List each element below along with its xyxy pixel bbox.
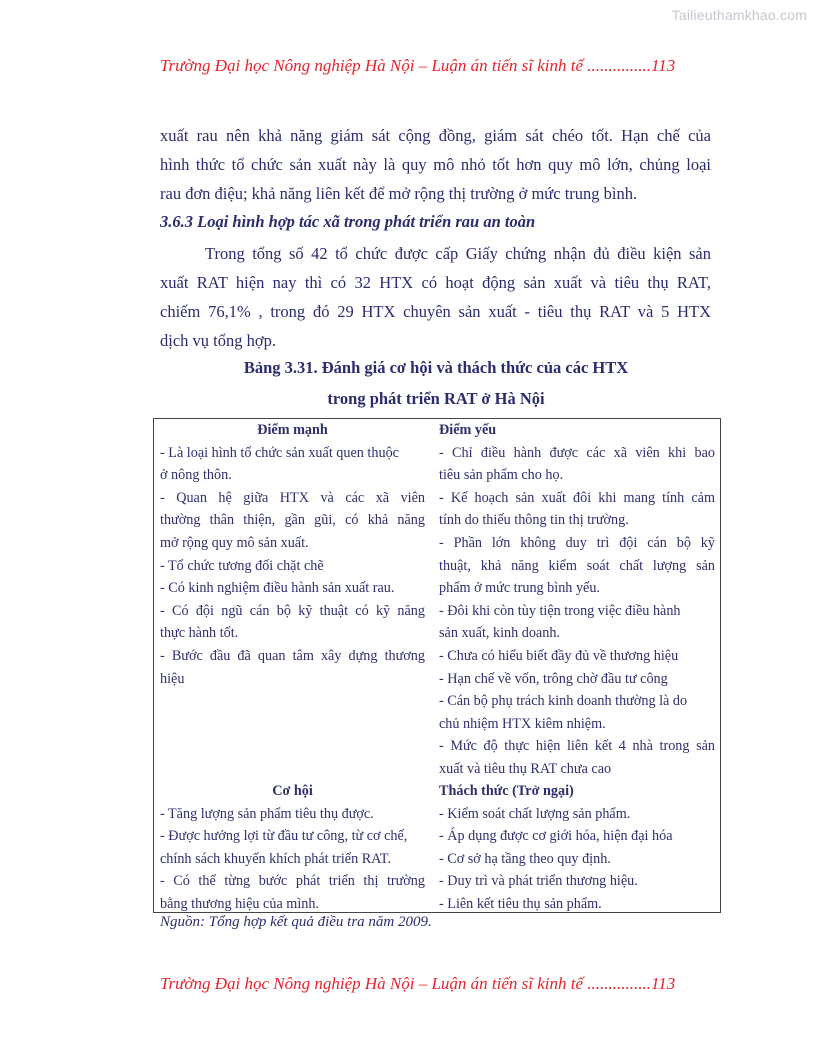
weakness-line: tiêu sản phẩm cho họ. [439, 467, 564, 484]
opportunities-header: Cơ hội [272, 783, 313, 799]
weaknesses-header: Điểm yếu [439, 422, 497, 438]
weakness-line: xuất và tiêu thụ RAT chưa cao [439, 760, 612, 777]
weakness-line: chủ nhiệm HTX kiêm nhiệm. [439, 715, 606, 732]
weakness-line: - Đôi khi còn tùy tiện trong việc điều hành [439, 602, 681, 619]
weakness-line: - Chưa có hiểu biết đầy đủ về thương hiệu [439, 647, 679, 664]
strength-line: - Là loại hình tổ chức sản xuất quen thuộc [160, 444, 399, 461]
opportunity-line: - Được hưởng lợi từ đầu tư công, từ cơ chế, [160, 828, 408, 845]
paragraph-line: dịch vụ tổng hợp. [160, 331, 276, 350]
weakness-line: phẩm ở mức trung bình yếu. [439, 580, 600, 597]
strength-line: ở nông thôn. [160, 467, 232, 484]
threat-line: - Liên kết tiêu thụ sản phẩm. [439, 895, 602, 912]
strength-line: - Quan hệ giữa HTX và các xã viên [160, 489, 425, 506]
opportunity-line: - Có thể từng bước phát triển thị trường [160, 873, 425, 890]
weakness-line: sản xuất, kinh doanh. [439, 625, 560, 642]
paragraph-line: hình thức tổ chức sản xuất này là quy mô nhỏ tốt hơn quy mô lớn, chủng loại [160, 155, 711, 174]
strength-line: thực hành tốt. [160, 625, 239, 642]
strengths-header: Điểm mạnh [257, 422, 328, 438]
weakness-line: thuật, khả năng kiểm soát chất lượng sản [439, 557, 715, 574]
threat-line: - Duy trì và phát triển thương hiệu. [439, 873, 638, 890]
weakness-line: - Cán bộ phụ trách kinh doanh thường là do [439, 693, 688, 710]
strength-line: - Có kinh nghiệm điều hành sản xuất rau. [160, 580, 395, 597]
table-caption-line-1: Bảng 3.31. Đánh giá cơ hội và thách thức của các HTX [243, 358, 629, 377]
paragraph-line: xuất RAT hiện nay thì có 32 HTX có hoạt động sản xuất và tiêu thụ RAT, [160, 273, 711, 292]
swot-table [153, 418, 721, 913]
threats-cell [439, 780, 715, 916]
strength-line: - Bước đầu đã quan tâm xây dựng thương [160, 647, 425, 664]
running-header: Trường Đại học Nông nghiệp Hà Nội – Luận án tiến sĩ kinh tế ...............113 [160, 56, 676, 75]
watermark: Tailieuthamkhao.com [671, 7, 807, 23]
strength-line: hiệu [160, 670, 185, 687]
paragraph-1 [160, 121, 711, 208]
strengths-cell [160, 419, 425, 690]
paragraph-line: xuất rau nên khả năng giám sát cộng đồng, giám sát chéo tốt. Hạn chế của [160, 126, 711, 145]
weakness-line: - Chỉ điều hành được các xã viên khi bao [439, 444, 715, 461]
weaknesses-cell [439, 419, 715, 781]
weakness-line: - Mức độ thực hiện liên kết 4 nhà trong sản [439, 738, 715, 755]
weakness-line: - Phần lớn không duy trì đội cán bộ kỹ [439, 534, 715, 551]
threats-header: Thách thức (Trở ngại) [439, 783, 574, 799]
source-note: Nguồn: Tổng hợp kết quả điều tra năm 2009. [160, 914, 432, 930]
running-footer: Trường Đại học Nông nghiệp Hà Nội – Luận án tiến sĩ kinh tế ...............113 [160, 974, 676, 993]
opportunity-line: bằng thương hiệu của mình. [160, 895, 320, 912]
strength-line: - Tổ chức tương đối chặt chẽ [160, 557, 324, 574]
threat-line: - Cơ sở hạ tầng theo quy định. [439, 850, 611, 867]
strength-line: thường thân thiện, gần gũi, có khả năng [160, 512, 425, 529]
table-caption-line-2: trong phát triển RAT ở Hà Nội [327, 389, 545, 408]
weakness-line: - Hạn chế về vốn, trông chờ đầu tư công [439, 670, 668, 687]
threat-line: - Áp dụng được cơ giới hóa, hiện đại hóa [439, 828, 673, 845]
opportunity-line: - Tăng lượng sản phẩm tiêu thụ được. [160, 805, 374, 822]
threat-line: - Kiểm soát chất lượng sản phẩm. [439, 805, 631, 822]
paragraph-2 [160, 239, 711, 355]
weakness-line: tính do thiếu thông tin thị trường. [439, 512, 629, 529]
section-heading: 3.6.3 Loại hình hợp tác xã trong phát triển rau an toàn [160, 212, 536, 231]
paragraph-line: chiếm 76,1% , trong đó 29 HTX chuyên sản xuất - tiêu thụ RAT và 5 HTX [160, 302, 711, 321]
paragraph-line: rau đơn điệu; khả năng liên kết để mở rộng thị trường ở mức trung bình. [160, 184, 638, 203]
paragraph-line: Trong tổng số 42 tổ chức được cấp Giấy chứng nhận đủ điều kiện sản [205, 244, 711, 263]
weakness-line: - Kế hoạch sản xuất đôi khi mang tính cảm [439, 489, 715, 506]
opportunities-cell [160, 780, 425, 916]
strength-line: - Có đội ngũ cán bộ kỹ thuật có kỹ năng [160, 602, 425, 619]
opportunity-line: chính sách khuyến khích phát triển RAT. [160, 850, 392, 867]
strength-line: mở rộng quy mô sản xuất. [160, 534, 309, 551]
